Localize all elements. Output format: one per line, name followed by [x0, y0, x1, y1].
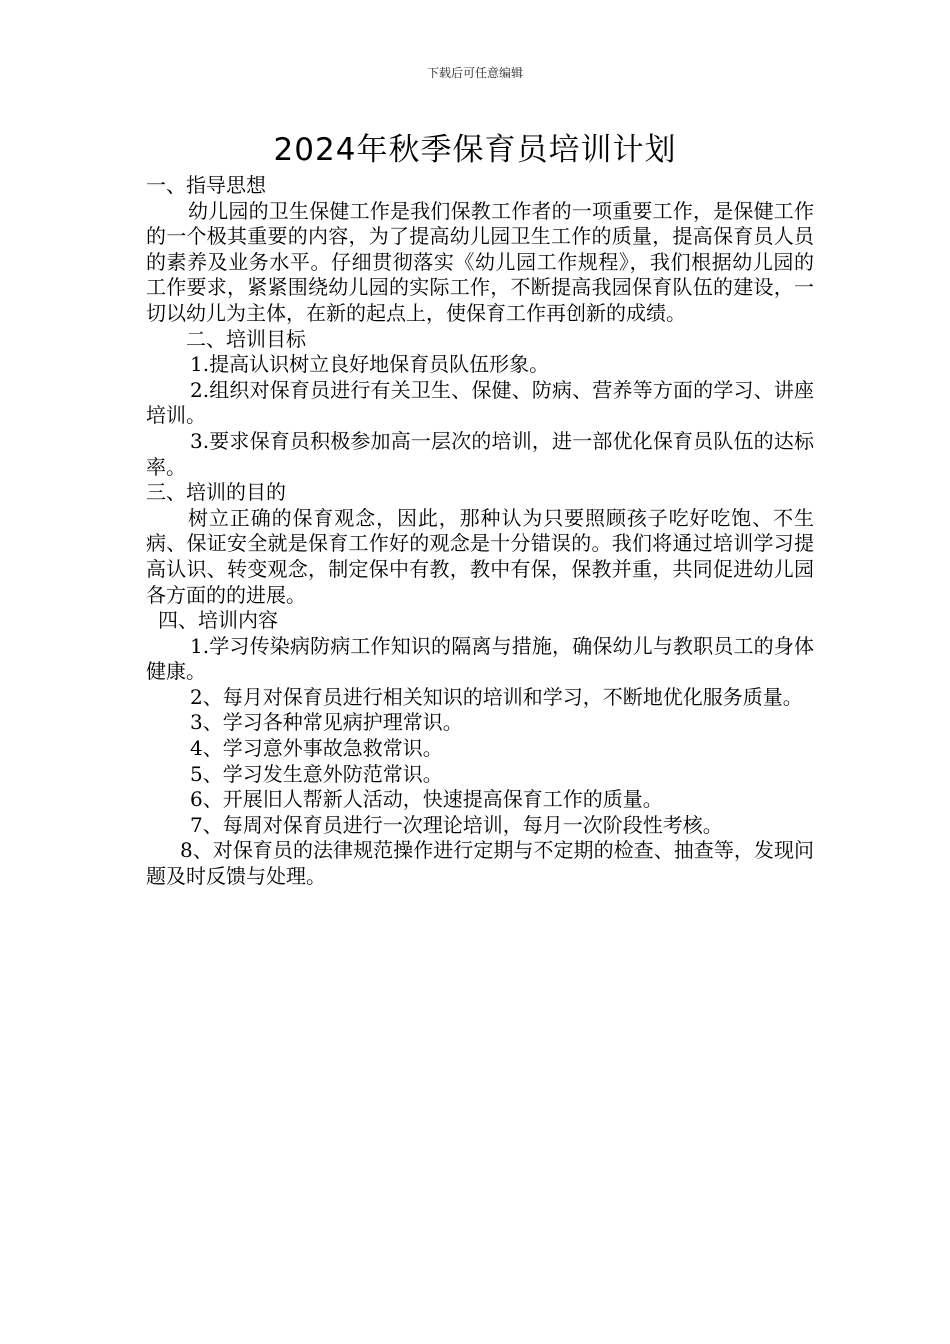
content-item: 2、每月对保育员进行相关知识的培训和学习，不断地优化服务质量。 — [190, 684, 803, 709]
content-item: 3、学习各种常见病护理常识。 — [190, 710, 463, 735]
section-heading-training-purpose: 三、培训的目的 — [146, 480, 286, 505]
section-heading-training-goals: 二、培训目标 — [186, 326, 306, 351]
content-item: 8、对保育员的法律规范操作进行定期与不定期的检查、抽查等，发现问题及时反馈与处理。 — [146, 838, 814, 889]
section-paragraph-guiding-thought: 幼儿园的卫生保健工作是我们保教工作者的一项重要工作，是保健工作的一个极其重要的内容，为了提高幼儿园卫生工作的质量，提高保育员人员的素养及业务水平。仔细贯彻落实《幼儿园工作规程》，我们根据幼儿园的工作要求，紧紧围绕幼儿园的实际工作，不断提高我园保育队伍的建设，一切以幼儿为主体，在新的起点上，使保育工作再创新的成绩。 — [146, 198, 814, 325]
content-item: 1.学习传染病防病工作知识的隔离与措施，确保幼儿与教职员工的身体健康。 — [146, 633, 814, 684]
goal-item: 1.提高认识树立良好地保育员队伍形象。 — [190, 352, 550, 377]
document-title: 2024年秋季保育员培训计划 — [273, 132, 677, 168]
section-paragraph-training-purpose: 树立正确的保育观念，因此，那种认为只要照顾孩子吃好吃饱、不生病、保证安全就是保育工作好的观念是十分错误的。我们将通过培训学习提高认识、转变观念，制定保中有教，教中有保，保教并重，共同促进幼儿园各方面的的进展。 — [146, 505, 814, 607]
document-body — [146, 173, 814, 890]
section-heading-guiding-thought: 一、指导思想 — [146, 173, 266, 197]
content-item: 5、学习发生意外防范常识。 — [190, 761, 443, 786]
content-item: 6、开展旧人帮新人活动，快速提高保育工作的质量。 — [190, 787, 663, 812]
content-item: 7、每周对保育员进行一次理论培训，每月一次阶段性考核。 — [190, 812, 723, 837]
header-note: 下载后可任意编辑 — [426, 66, 523, 80]
content-item: 4、学习意外事故急救常识。 — [190, 736, 443, 761]
goal-item: 3.要求保育员积极参加高一层次的培训，进一部优化保育员队伍的达标率。 — [146, 428, 814, 479]
section-heading-training-content: 四、培训内容 — [158, 608, 278, 633]
goal-item: 2.组织对保育员进行有关卫生、保健、防病、营养等方面的学习、讲座培训。 — [146, 377, 814, 428]
